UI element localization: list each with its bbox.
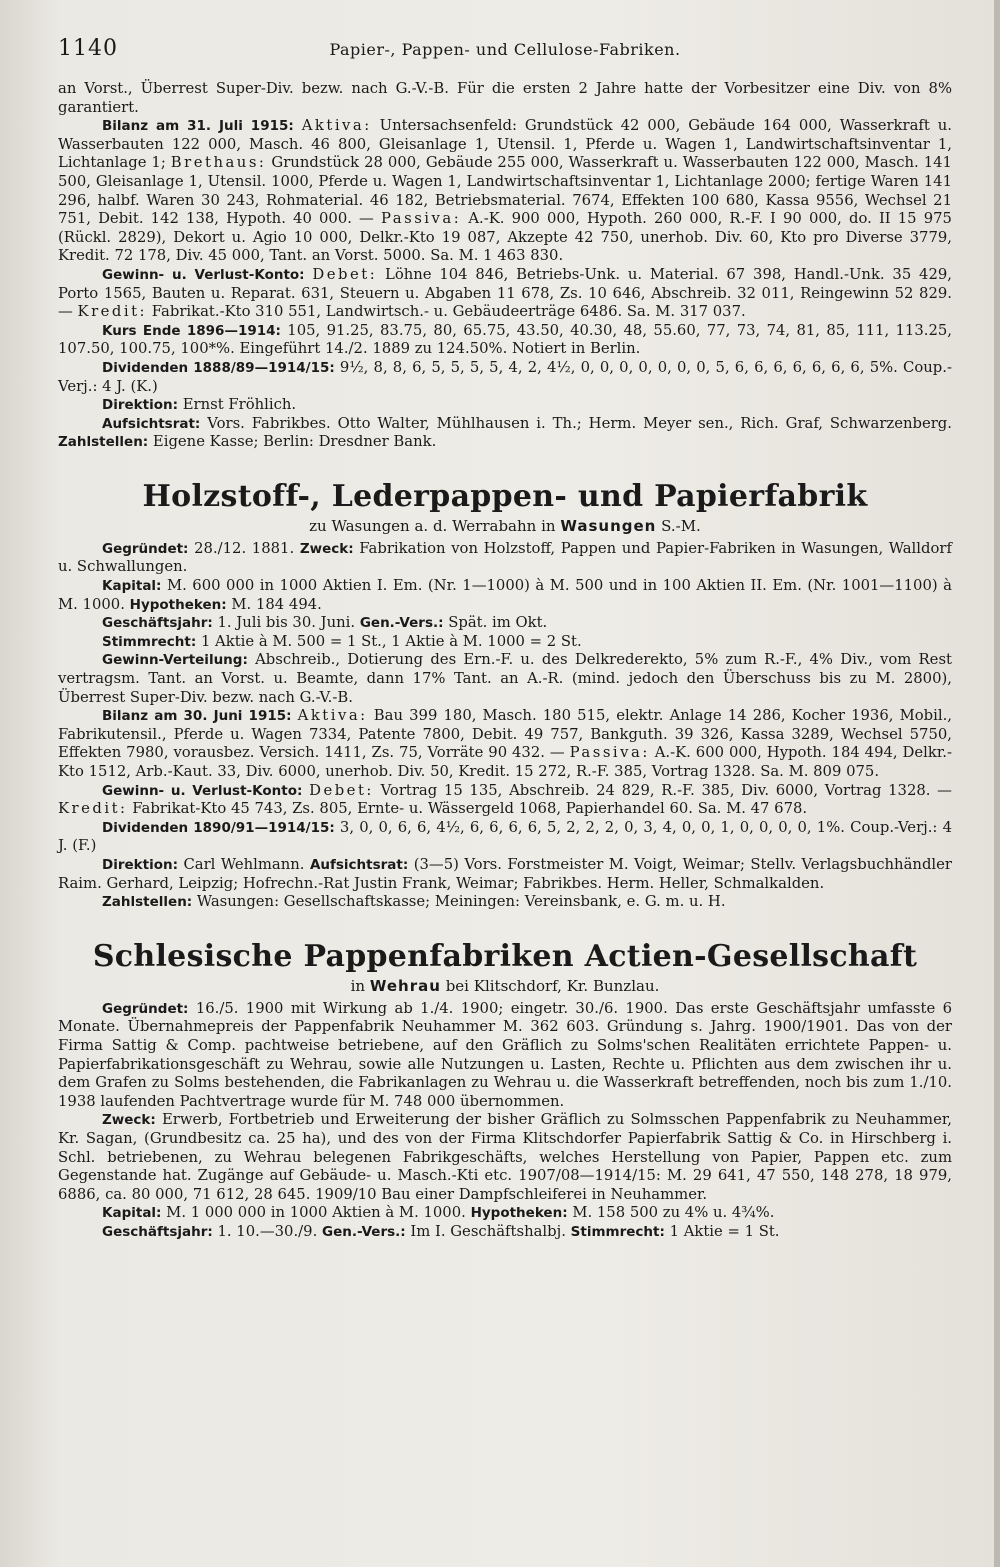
page-number: 1140: [58, 36, 118, 61]
company-title-schlesische: Schlesische Pappenfabriken Actien-Gesellschaft: [92, 938, 918, 974]
share-price-history: Kurs Ende 1896—1914: 105, 91.25, 83.75, 80, 65.75, 43.50, 40.30, 48, 55.60, 77, 73, 74, 81, 85, 111, 113.25, 107.50, 100.75, 100*%. Eingeführt 14./2. 1889 zu 124.50%. Notiert in Berlin.: [58, 321, 952, 358]
profit-distribution: Gewinn-Verteilung: Abschreib., Dotierung des Ern.-F. u. des Delkrederekto, 5% zum R.-F., 4% Div., vom Rest vertragsm. Tant. an Vorst. u. Beamte, dann 17% Tant. an A.-R. (mind. jedoch den Überschuss bis zu M. 2800), Überrest Super-Div. bezw. nach G.-V.-B.: [58, 651, 952, 706]
founded: Gegründet: 16./5. 1900 mit Wirkung ab 1./4. 1900; eingetr. 30./6. 1900. Das erste Geschäftsjahr umfasste 6 Monate. Übernahmepreis der Pappenfabrik Neuhammer M. 362 603. Gründung s. Jahrg. 1900/1901. Das von der Firma Sattig & Comp. pachtweise betriebene, auf den Gräflich zu Solms'schen Realitäten errichtete Pappen- u. Papierfabrikationsgeschäft zu Wehrau, sowie alle Nutzungen u. Lasten, Rechte u. Pflichten aus dem zwischen ihr u. dem Grafen zu Solms bestehenden, die Fabrikanlagen zu Wehrau u. die Wasserkraft betreffenden, noch bis zum 1./10. 1938 laufenden Pachtvertrage wurde für M. 748 000 übernommen.: [58, 999, 952, 1110]
board-of-directors: Direktion: Carl Wehlmann. Aufsichtsrat: (3—5) Vors. Forstmeister M. Voigt, Weimar; Stellv. Verlagsbuchhändler Raim. Gerhard, Leipzig; Hofrechn.-Rat Justin Frank, Weimar; Fabrikbes. Herm. Heller, Schmalkalden.: [58, 855, 952, 892]
paying-agents: Zahlstellen: Wasungen: Gesellschaftskasse; Meiningen: Vereinsbank, e. G. m. u. H.: [102, 893, 726, 911]
profit-loss-account: Gewinn- u. Verlust-Konto: Debet: Löhne 104 846, Betriebs-Unk. u. Material. 67 398, Handl.-Unk. 35 429, Porto 1565, Bauten u. Reparat. 631, Steuern u. Abgaben 11 678, Zs. 10 646, Abschreib. 32 011, Reingewinn 52 829. — Kredit: Fabrikat.-Kto 310 551, Landwirtsch.- u. Gebäudeerträge 6486. Sa. M. 317 037.: [58, 265, 952, 321]
company-title-holzstoff: Holzstoff-, Lederpappen- und Papierfabrik: [142, 478, 868, 514]
page-header: [58, 36, 952, 70]
company-entry-holzstoff: [58, 540, 952, 912]
company-entry-schlesische: [58, 1000, 952, 1242]
board-of-directors: Direktion: Ernst Fröhlich.: [102, 396, 297, 414]
dividends: Dividenden 1888/89—1914/15: 9½, 8, 8, 6, 5, 5, 5, 5, 4, 2, 4½, 0, 0, 0, 0, 0, 0, 0, 5, 6, 6, 6, 6, 6, 6, 6, 5%. Coup.-Verj.: 4 J. (K.): [58, 358, 952, 395]
balance-sheet: Bilanz am 31. Juli 1915: Aktiva: Untersachsenfeld: Grundstück 42 000, Gebäude 164 000, Wasserkraft u. Wasserbauten 122 000, Masch. 46 800, Gleisanlage 1, Utensil. 1, Pferde u. Wagen 1, Landwirtschaftsinventar 1, Lichtanlage 1; Brethaus: Grundstück 28 000, Gebäude 255 000, Wasserkraft u. Wasserbauten 122 000, Masch. 141 500, Gleisanlage 1, Utensil. 1000, Pferde u. Wagen 1, Landwirtschaftsinventar 1, Lichtanlage 2000; fertige Waren 141 296, halbf. Waren 30 243, Rohmaterial. 46 182, Betriebsmaterial. 7674, Effekten 100 680, Kassa 9556, Wechsel 21 751, Debit. 142 138, Hypoth. 40 000. — Passiva: A.-K. 900 000, Hypoth. 260 000, R.-F. I 90 000, do. II 15 975 (Rückl. 2829), Dekort u. Agio 10 000, Delkr.-Kto 19 087, Akzepte 42 750, unerhob. Div. 60, Kto pro Diverse 3779, Kredit. 72 178, Div. 45 000, Tant. an Vorst. 5000. Sa. M. 1 463 830.: [58, 117, 953, 265]
capital: Kapital: M. 1 000 000 in 1000 Aktien à M. 1000. Hypotheken: M. 158 500 zu 4% u. 4¾%.: [102, 1204, 775, 1222]
purpose: Zweck: Erwerb, Fortbetrieb und Erweiterung der bisher Gräflich zu Solmsschen Pappenfabrik zu Neuhammer, Kr. Sagan, (Grundbesitz ca. 25 ha), und des von der Firma Klitschdorfer Papierfabrik Sattig & Co. in Hirschberg i. Schl. betriebenen, zu Wehrau belegenen Fabrikgeschäfts, welches Herstellung von Papier, Pappen etc. zum Gegenstande hat. Zugänge auf Gebäude- u. Masch.-Kti etc. 1907/08—1914/15: M. 29 641, 47 550, 148 278, 18 979, 6886, ca. 80 000, 71 612, 28 645. 1909/10 Bau einer Dampfschleiferei in Neuhammer.: [58, 1111, 952, 1203]
supervisory-board: Aufsichtsrat: Vors. Fabrikbes. Otto Walter, Mühlhausen i. Th.; Herm. Meyer sen., Rich. Graf, Schwarzenberg. Zahlstellen: Eigene Kasse; Berlin: Dresdner Bank.: [58, 414, 952, 451]
founded: Gegründet: 28./12. 1881. Zweck: Fabrikation von Holzstoff, Pappen und Papier-Fabriken in Wasungen, Walldorf u. Schwallungen.: [58, 539, 952, 576]
intro-paragraph: an Vorst., Überrest Super-Div. bezw. nach G.-V.-B. Für die ersten 2 Jahre hatte der Vorbesitzer eine Div. von 8% garantiert.: [58, 80, 952, 116]
running-title: Papier-, Pappen- und Cellulose-Fabriken.: [329, 40, 681, 59]
previous-company-entry: [58, 80, 952, 452]
voting-rights: Stimmrecht: 1 Aktie à M. 500 = 1 St., 1 Aktie à M. 1000 = 2 St.: [102, 632, 582, 650]
company-location-wehrau: in Wehrau bei Klitschdorf, Kr. Bunzlau.: [350, 976, 660, 995]
company-location-wasungen: zu Wasungen a. d. Werrabahn in Wasungen S.-M.: [309, 516, 701, 535]
capital: Kapital: M. 600 000 in 1000 Aktien I. Em. (Nr. 1—1000) à M. 500 und in 100 Aktien II. Em. (Nr. 1001—1100) à M. 1000. Hypotheken: M. 184 494.: [58, 577, 952, 613]
balance-sheet: Bilanz am 30. Juni 1915: Aktiva: Bau 399 180, Masch. 180 515, elektr. Anlage 14 286, Kocher 1936, Mobil., Fabrikutensil., Pferde u. Wagen 7334, Patente 7800, Debit. 49 757, Bankguth. 39 326, Kassa 3289, Wechsel 5750, Effekten 7980, vorausbez. Versich. 1411, Zs. 75, Vorräte 90 432. — Passiva: A.-K. 600 000, Hypoth. 184 494, Delkr.-Kto 1512, Arb.-Kaut. 33, Div. 6000, unerhob. Div. 50, Kredit. 15 272, R.-F. 385, Vortrag 1328. Sa. M. 809 075.: [58, 707, 952, 780]
page-edge-shadow: [994, 0, 1000, 1567]
fiscal-year: Geschäftsjahr: 1. 10.—30./9. Gen.-Vers.: Im I. Geschäftshalbj. Stimmrecht: 1 Aktie = 1 St.: [102, 1222, 780, 1240]
profit-loss-account: Gewinn- u. Verlust-Konto: Debet: Vortrag 15 135, Abschreib. 24 829, R.-F. 385, Div. 6000, Vortrag 1328. — Kredit: Fabrikat-Kto 45 743, Zs. 805, Ernte- u. Wässergeld 1068, Papierhandel 60. Sa. M. 47 678.: [58, 781, 952, 818]
dividends: Dividenden 1890/91—1914/15: 3, 0, 0, 6, 6, 4½, 6, 6, 6, 6, 5, 2, 2, 2, 0, 3, 4, 0, 0, 1, 0, 0, 0, 0, 1%. Coup.-Verj.: 4 J. (F.): [58, 818, 952, 855]
fiscal-year: Geschäftsjahr: 1. Juli bis 30. Juni. Gen.-Vers.: Spät. im Okt.: [102, 614, 548, 632]
